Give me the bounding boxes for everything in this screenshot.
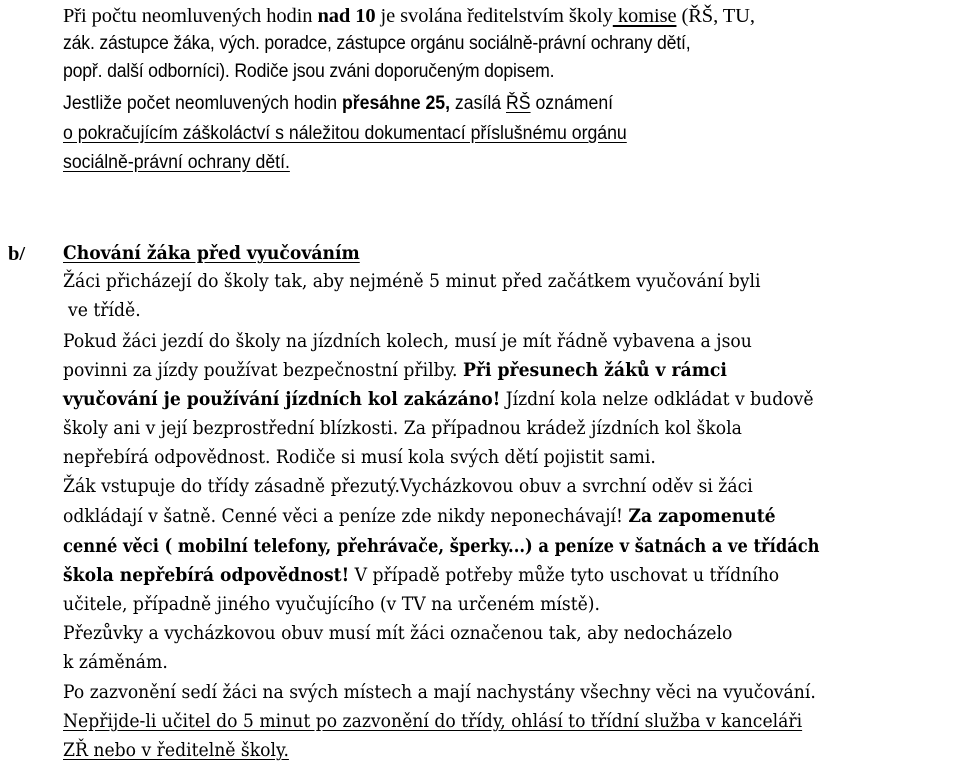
underlined-line: Nepřijde-li učitel do 5 minut po zazvonění do třídy, ohlásí to třídní služba v kanceláři bbox=[63, 711, 803, 732]
section-heading: Chování žáka před vyučováním bbox=[63, 243, 360, 264]
text-line: popř. další odborníci). Rodiče jsou zváni doporučeným dopisem. bbox=[63, 61, 555, 82]
text-line: Žáci přicházejí do školy tak, aby nejméně 5 minut před začátkem vyučování byli bbox=[63, 271, 761, 292]
text-line: učitele, případně jiného vyučujícího (v TV na určeném místě). bbox=[63, 594, 601, 615]
text-segment: zasílá bbox=[450, 93, 506, 114]
bold-text: Za zapomenuté bbox=[628, 506, 776, 527]
text-segment: povinni za jízdy používat bezpečnostní přilby. bbox=[63, 360, 463, 381]
underlined-line: ZŘ nebo v ředitelně školy. bbox=[63, 740, 289, 761]
text-segment: Jízdní kola nelze odkládat v budově bbox=[500, 389, 814, 410]
text-line bbox=[63, 2, 755, 30]
text-line: Po zazvonění sedí žáci na svých místech a mají nachystány všechny věci na vyučování. bbox=[63, 682, 816, 703]
text-segment: Při počtu neomluvených hodin bbox=[63, 5, 318, 27]
text-line bbox=[63, 90, 613, 118]
bold-line: cenné věci ( mobilní telefony, přehrávače, šperky...) a peníze v šatnách a ve třídách bbox=[63, 536, 820, 557]
underlined-text: ŘŠ bbox=[505, 93, 531, 114]
text-line bbox=[63, 503, 776, 531]
text-line: školy ani v její bezprostřední blízkosti. Za případnou krádež jízdních kol škola bbox=[63, 418, 742, 439]
bold-text: přesáhne 25, bbox=[341, 93, 451, 114]
bold-text: škola nepřebírá odpovědnost! bbox=[63, 565, 350, 586]
text-line: k záměnám. bbox=[63, 652, 168, 673]
text-segment: odkládají v šatně. Cenné věci a peníze zde nikdy neponechávají! bbox=[63, 506, 629, 527]
text-line: Pokud žáci jezdí do školy na jízdních kolech, musí je mít řádně vybavena a jsou bbox=[63, 331, 752, 352]
text-line: Přezůvky a vycházkovou obuv musí mít žáci označenou tak, aby nedocházelo bbox=[63, 623, 733, 644]
section-marker: b/ bbox=[8, 243, 26, 265]
text-line: ve třídě. bbox=[68, 300, 141, 321]
text-line: zák. zástupce žáka, vých. poradce, zástupce orgánu sociálně-právní ochrany dětí, bbox=[63, 33, 691, 54]
text-segment: oznámení bbox=[530, 93, 614, 114]
underlined-line: o pokračujícím záškoláctví s náležitou dokumentací příslušnému orgánu bbox=[63, 123, 627, 144]
bold-text: vyučování je používání jízdních kol zakázáno! bbox=[63, 389, 501, 410]
text-segment: (ŘŠ, TU, bbox=[676, 5, 755, 27]
bold-text: Při přesunech žáků v rámci bbox=[462, 360, 727, 381]
text-segment: Jestliže počet neomluvených hodin bbox=[63, 93, 342, 114]
text-line bbox=[63, 357, 727, 385]
text-segment: je svolána ředitelstvím školy bbox=[375, 5, 613, 27]
underlined-line: sociálně-právní ochrany dětí. bbox=[63, 152, 290, 173]
bold-text: nad 10 bbox=[317, 5, 376, 27]
text-line bbox=[63, 386, 814, 414]
text-line bbox=[63, 562, 779, 590]
text-line: nepřebírá odpovědnost. Rodiče si musí kola svých dětí pojistit sami. bbox=[63, 447, 656, 468]
underlined-text: komise bbox=[612, 5, 677, 27]
text-segment: V případě potřeby může tyto uschovat u třídního bbox=[349, 565, 780, 586]
text-line: Žák vstupuje do třídy zásadně přezutý.Vycházkovou obuv a svrchní oděv si žáci bbox=[63, 476, 753, 497]
